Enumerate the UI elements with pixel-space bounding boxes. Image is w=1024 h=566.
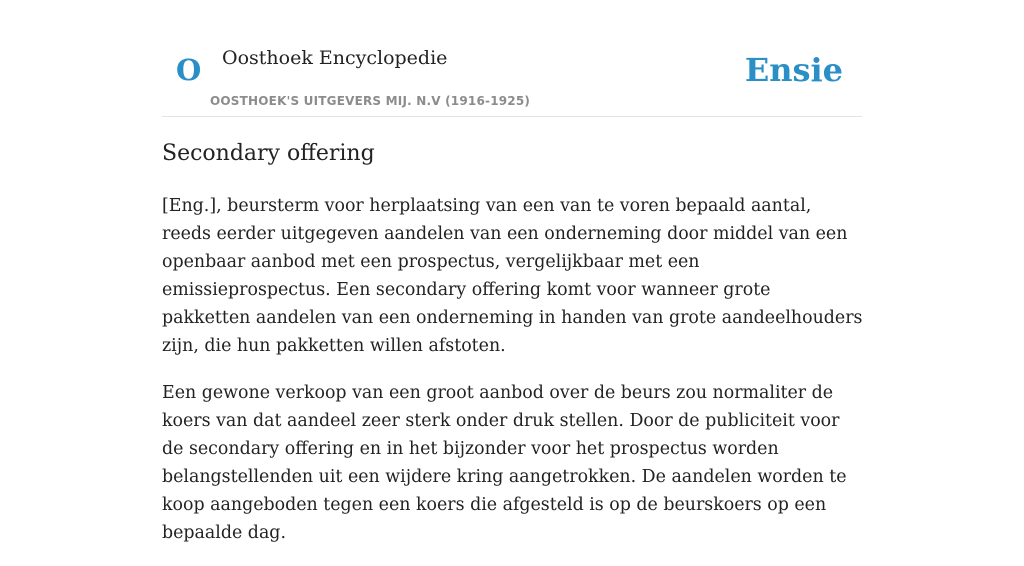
logo-icon[interactable]: O <box>176 53 202 87</box>
site-header <box>162 0 862 117</box>
article-body <box>162 192 864 566</box>
brand-link[interactable]: Ensie <box>744 51 843 89</box>
article-title: Secondary offering <box>162 141 375 166</box>
article-paragraph-1: [Eng.], beursterm voor herplaatsing van een van te voren bepaald aantal, reeds eerder uitgegeven aandelen van een onderneming door middel van een openbaar aanbod met een prospectus, vergelijkbaar met een emissieprospectus. Een secondary offering komt voor wanneer grote pakketten aandelen van een onderneming in handen van grote aandeelhouders zijn, die hun pakketten willen afstoten. <box>162 196 863 356</box>
article-paragraph-2: Een gewone verkoop van een groot aanbod over de beurs zou normaliter de koers van dat aandeel zeer sterk onder druk stellen. Door de publiciteit voor de secondary offering en in het bijzonder voor het prospectus worden belangstellenden uit een wijdere kring aangetrokken. De aandelen worden te koop aangeboden tegen een koers die afgesteld is op de beurskoers op een bepaalde dag. <box>162 383 847 543</box>
page <box>162 0 863 543</box>
site-subtitle: OOSTHOEK'S UITGEVERS MIJ. N.V (1916-1925) <box>210 94 531 108</box>
site-title[interactable]: Oosthoek Encyclopedie <box>222 47 448 69</box>
